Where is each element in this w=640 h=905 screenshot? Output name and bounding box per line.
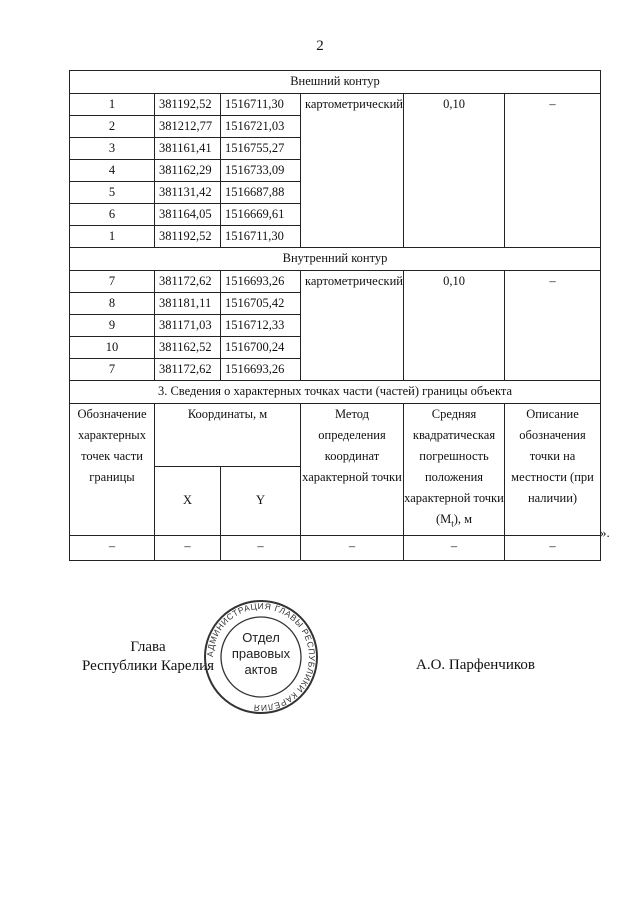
point-number: 8 <box>70 293 155 315</box>
error-cell: 0,10 <box>404 271 505 381</box>
point-number: 4 <box>70 160 155 182</box>
coord-x: 381192,52 <box>155 94 221 116</box>
header-coordinates: Координаты, м <box>155 404 301 467</box>
table-row <box>70 271 601 293</box>
coord-y: 1516705,42 <box>221 293 301 315</box>
coord-x: 381192,52 <box>155 226 221 248</box>
header-method: Метод определения координат характерной точки <box>301 404 404 536</box>
point-number: 6 <box>70 204 155 226</box>
contour-header-row <box>70 71 601 94</box>
stamp-line1: Отдел <box>242 630 280 645</box>
header-y: Y <box>221 466 301 535</box>
point-number: 9 <box>70 315 155 337</box>
section3-title-row <box>70 381 601 404</box>
signatory-title-line2: Республики Карелия <box>81 658 215 674</box>
coord-y: 1516721,03 <box>221 116 301 138</box>
table-row <box>70 535 601 560</box>
header-description: Описание обозначения точки на местности (при наличии) <box>505 404 601 536</box>
header-designation: Обозначение характерных точек части границы <box>70 404 155 536</box>
header-error <box>404 404 505 536</box>
empty-cell: – <box>221 535 301 560</box>
contour-header-row <box>70 248 601 271</box>
signatory-title-line1: Глава <box>130 639 166 655</box>
error-cell: 0,10 <box>404 94 505 248</box>
stamp-line3: актов <box>244 662 278 677</box>
coord-x: 381131,42 <box>155 182 221 204</box>
point-number: 7 <box>70 359 155 381</box>
method-cell: картометрический <box>301 271 404 381</box>
coord-x: 381172,62 <box>155 359 221 381</box>
coord-y: 1516693,26 <box>221 359 301 381</box>
section3-title: 3. Сведения о характерных точках части (частей) границы объекта <box>70 381 601 404</box>
coord-y: 1516733,09 <box>221 160 301 182</box>
contour-title: Внешний контур <box>70 71 601 94</box>
coord-x: 381181,11 <box>155 293 221 315</box>
method-cell: картометрический <box>301 94 404 248</box>
table-row <box>70 94 601 116</box>
coord-y: 1516669,61 <box>221 204 301 226</box>
header-error-subscript: t <box>451 518 454 529</box>
description-cell: – <box>505 94 601 248</box>
point-number: 1 <box>70 94 155 116</box>
header-x: X <box>155 466 221 535</box>
header-error-unit: ), м <box>453 512 473 526</box>
closing-quote: ». <box>600 525 610 540</box>
empty-cell: – <box>301 535 404 560</box>
empty-cell: – <box>70 535 155 560</box>
point-number: 5 <box>70 182 155 204</box>
empty-cell: – <box>505 535 601 560</box>
page-number: 2 <box>316 38 324 54</box>
coord-y: 1516712,33 <box>221 315 301 337</box>
section3-header-row <box>70 404 601 467</box>
coord-x: 381172,62 <box>155 271 221 293</box>
coord-x: 381164,05 <box>155 204 221 226</box>
coord-x: 381171,03 <box>155 315 221 337</box>
header-error-text: Средняя квадратическая погрешность положения характерной точки (M <box>404 407 504 526</box>
coord-x: 381162,52 <box>155 337 221 359</box>
point-number: 7 <box>70 271 155 293</box>
description-cell: – <box>505 271 601 381</box>
stamp-line2: правовых <box>231 646 291 661</box>
stamp-seal <box>202 598 320 716</box>
point-number: 3 <box>70 138 155 160</box>
point-number: 10 <box>70 337 155 359</box>
coord-y: 1516693,26 <box>221 271 301 293</box>
point-number: 2 <box>70 116 155 138</box>
empty-cell: – <box>404 535 505 560</box>
coord-y: 1516711,30 <box>221 226 301 248</box>
coord-x: 381212,77 <box>155 116 221 138</box>
signatory-name: А.О. Парфенчиков <box>416 657 535 673</box>
coord-y: 1516700,24 <box>221 337 301 359</box>
stamp-ring-text: АДМИНИСТРАЦИЯ ГЛАВЫ РЕСПУБЛИКИ КАРЕЛИЯ <box>204 600 318 714</box>
table-body <box>70 71 601 561</box>
empty-cell: – <box>155 535 221 560</box>
coord-y: 1516755,27 <box>221 138 301 160</box>
contour-title: Внутренний контур <box>70 248 601 271</box>
signatory-title <box>78 638 218 676</box>
boundary-points-table <box>69 70 601 561</box>
point-number: 1 <box>70 226 155 248</box>
coord-x: 381162,29 <box>155 160 221 182</box>
coord-x: 381161,41 <box>155 138 221 160</box>
coord-y: 1516711,30 <box>221 94 301 116</box>
coord-y: 1516687,88 <box>221 182 301 204</box>
